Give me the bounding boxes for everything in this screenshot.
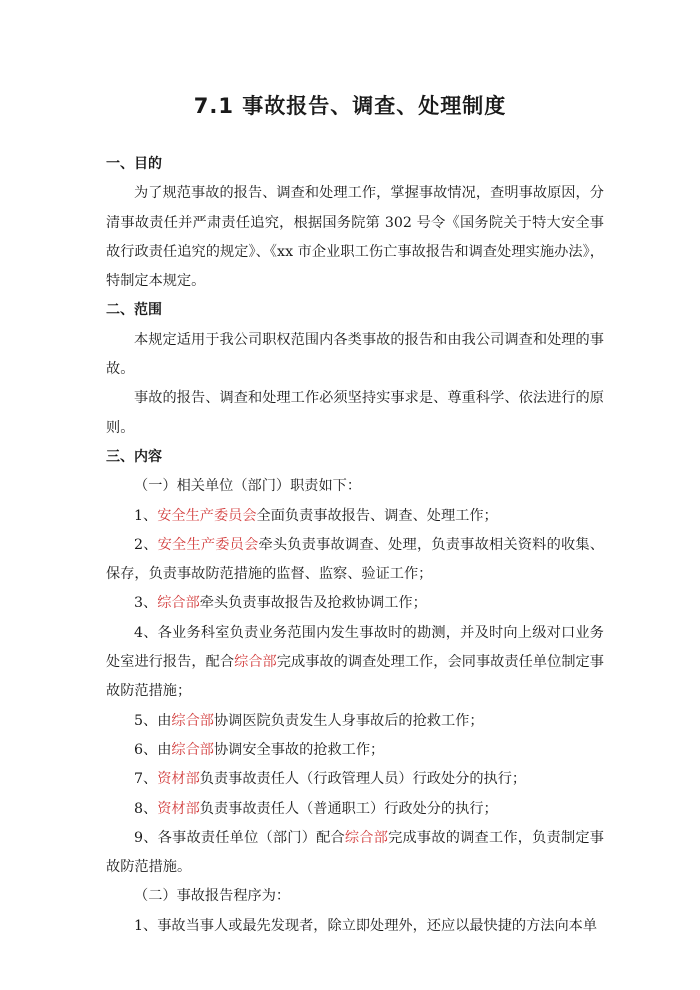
duty-item-text: 全面负责事故报告、调查、处理工作；: [256, 507, 498, 524]
duty-item-org: 综合部: [344, 829, 389, 846]
duty-item-text: 牵头负责事故报告及抢救协调工作；: [199, 595, 427, 612]
duty-item-text: 协调医院负责发生人身事故后的抢救工作；: [213, 712, 484, 729]
duty-item-7: [106, 765, 604, 794]
duty-item-text: 牵头负责事故调查、处理，负责事故相关资料的收集、保存，负责事故防范措施的监督、监察、验证工作；: [106, 536, 604, 583]
duty-item-text: 完成事故的调查工作，负责制定事故防范措施。: [106, 829, 604, 876]
duty-item-org: 资材部: [157, 771, 200, 788]
duty-item-8: [106, 795, 604, 824]
duty-item-org: 综合部: [234, 654, 277, 671]
duty-item-text: 负责事故责任人（行政管理人员）行政处分的执行；: [199, 771, 527, 788]
document-title: 7.1 事故报告、调查、处理制度: [193, 94, 507, 118]
scope-paragraph-1: 本规定适用于我公司职权范围内各类事故的报告和由我公司调查和处理的事故。: [106, 331, 604, 378]
section-heading-content: 三、内容: [106, 448, 162, 465]
report-procedure-item-1: 1、事故当事人或最先发现者，除立即处理外，还应以最快捷的方法向本单: [134, 917, 598, 934]
duty-item-2: [106, 531, 604, 590]
document-body: [106, 150, 604, 941]
purpose-paragraph: 为了规范事故的报告、调查和处理工作，掌握事故情况，查明事故原因，分清事故责任并严肃责任追究，根据国务院第 302 号令《国务院关于特大安全事故行政责任追究的规定》、《xx 市企业职工伤亡事故报告和调查处理实施办法》，特制定本规定。: [106, 185, 604, 290]
duty-item-5: [106, 707, 604, 736]
duty-item-1: [106, 502, 604, 531]
duty-item-org: 安全生产委员会: [157, 507, 257, 524]
content-subheading-1: （一）相关单位（部门）职责如下：: [134, 478, 362, 495]
duty-item-org: 综合部: [157, 595, 200, 612]
duty-item-prefix: 6、由: [134, 741, 172, 758]
duty-item-prefix: 5、由: [134, 712, 172, 729]
section-heading-scope: 二、范围: [106, 302, 162, 319]
duty-item-org: 资材部: [157, 800, 200, 817]
duty-item-text: 负责事故责任人（普通职工）行政处分的执行；: [199, 800, 498, 817]
duty-item-4: [106, 619, 604, 707]
duty-item-6: [106, 736, 604, 765]
duty-item-3: [106, 589, 604, 618]
duty-item-prefix: 8、: [134, 800, 158, 817]
duty-item-prefix: 1、: [134, 507, 158, 524]
scope-paragraph-2: 事故的报告、调查和处理工作必须坚持实事求是、尊重科学、依法进行的原则。: [106, 390, 604, 436]
section-heading-purpose: 一、目的: [106, 156, 162, 172]
duty-item-org: 安全生产委员会: [157, 536, 259, 553]
duty-item-prefix: 3、: [134, 595, 158, 612]
duty-item-prefix: 7、: [134, 771, 158, 788]
duty-item-text: 协调安全事故的抢救工作；: [213, 741, 385, 758]
duty-item-org: 综合部: [171, 741, 214, 758]
duty-item-org: 综合部: [171, 712, 214, 729]
duty-item-prefix: 4、各业务科室负责业务范围内发生事故时的勘测，并及时向上级对口业务处室进行报告，配合: [106, 624, 604, 671]
duty-item-9: [106, 824, 604, 883]
duty-item-prefix: 2、: [134, 536, 158, 553]
duty-item-prefix: 9、各事故责任单位（部门）配合: [134, 829, 345, 846]
content-subheading-2: （二）事故报告程序为：: [134, 888, 291, 905]
duty-item-text: 完成事故的调查处理工作，会同事故责任单位制定事故防范措施；: [106, 654, 604, 700]
